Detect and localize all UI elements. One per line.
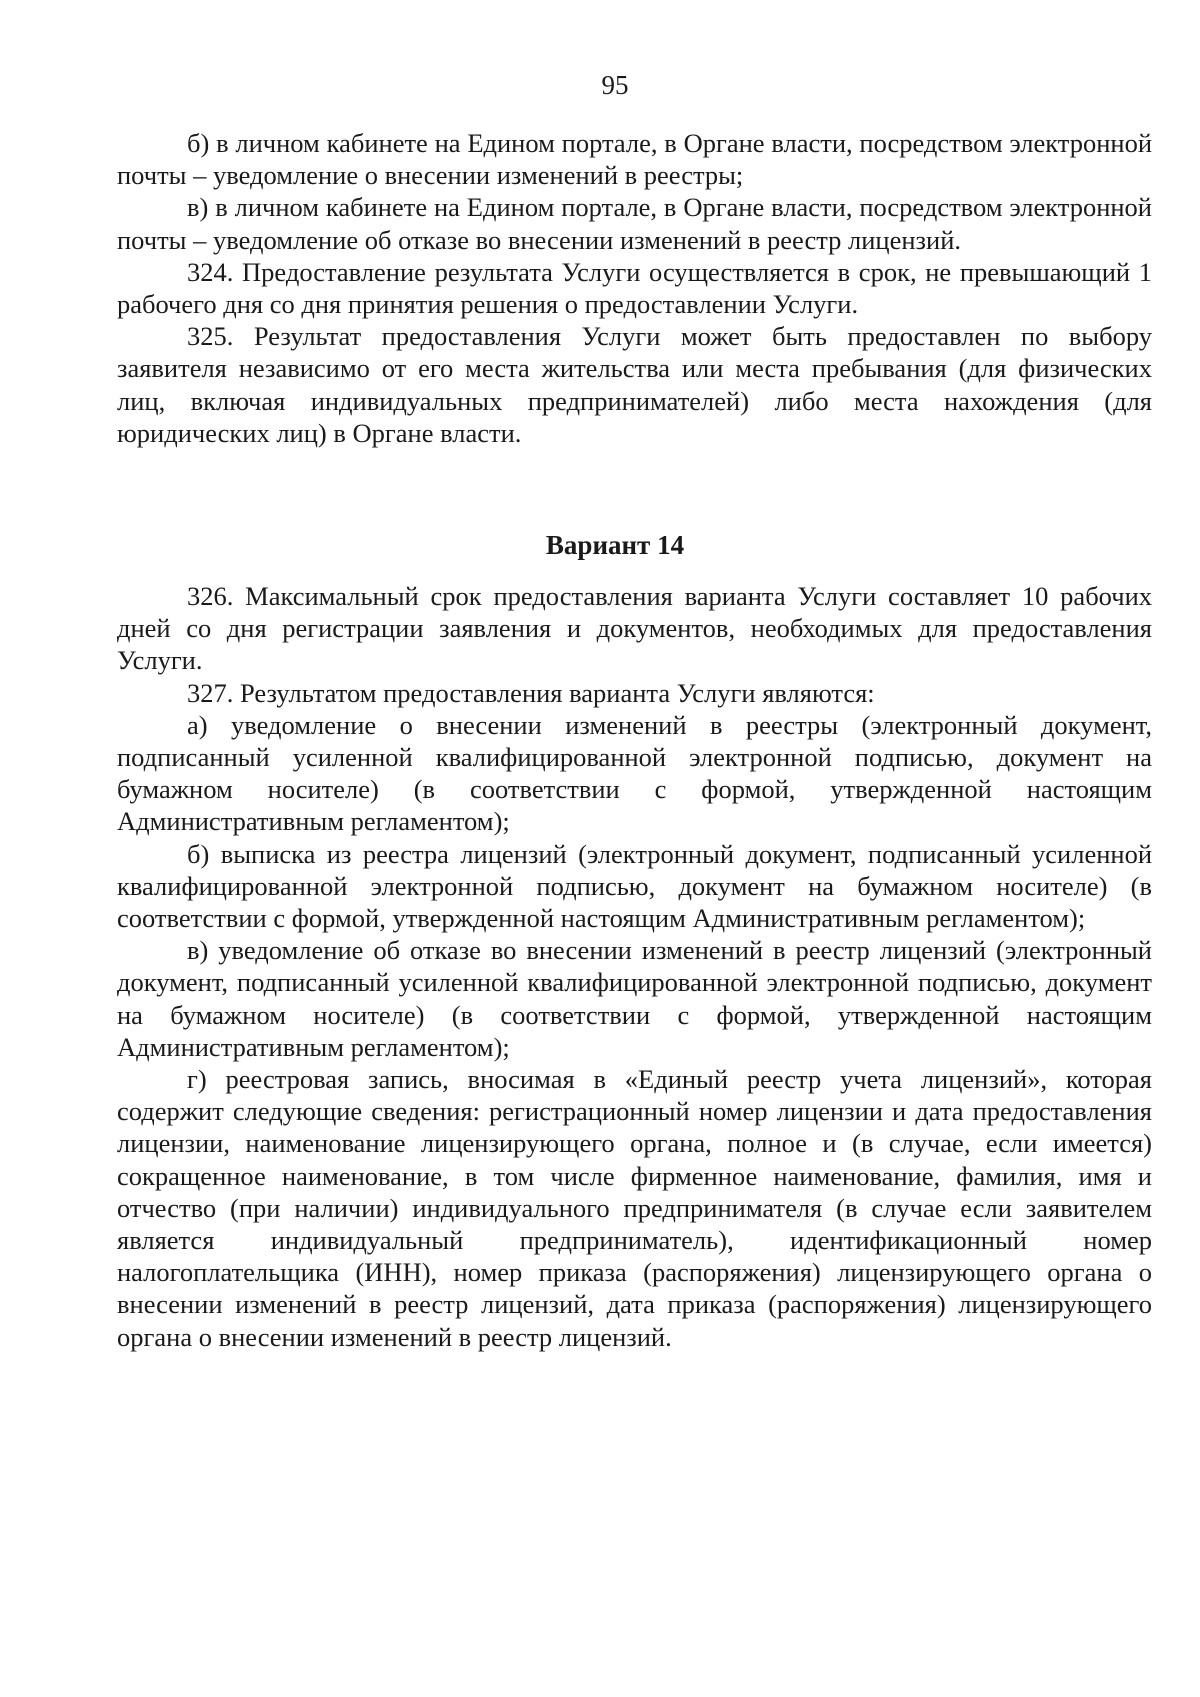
paragraph-325: 325. Результат предоставления Услуги может быть предоставлен по выбору заявителя независимо от его места жительства или места пребывания (для физических лиц, включая индивидуальных предпринимателей) либо места нахождения (для юридических лиц) в Органе власти. (117, 321, 1152, 448)
paragraph-g-registry-entry: г) реестровая запись, вносимая в «Единый реестр учета лицензий», которая содержит следующие сведения: регистрационный номер лицензии и дата предоставления лицензии, наименование лицензирующего органа, полное и (в случае, если имеется) сокращенное наименование, в том числе фирменное наименование, фамилия, имя и отчество (при наличии) индивидуального предпринимателя (в случае если заявителем является индивидуальный предприниматель), идентификационный номер налогоплательщика (ИНН), номер приказа (распоряжения) лицензирующего органа о внесении изменений в реестр лицензий, дата приказа (распоряжения) лицензирующего органа о внесении изменений в реестр лицензий. (117, 1064, 1152, 1352)
paragraph-b-cabinet-notice: б) в личном кабинете на Едином портале, в Органе власти, посредством электронной почты – уведомление о внесении изменений в реестры; (117, 128, 1152, 191)
page-number: 95 (601, 70, 629, 100)
section-one-text (117, 127, 1152, 449)
paragraph-a-notice: а) уведомление о внесении изменений в реестры (электронный документ, подписанный усиленной квалифицированной электронной подписью, документ на бумажном носителе) (в соответствии с формой, утвержденной настоящим Административным регламентом); (117, 709, 1152, 837)
paragraph-b-extract: б) выписка из реестра лицензий (электронный документ, подписанный усиленной квалифицированной электронной подписью, документ на бумажном носителе) (в соответствии с формой, утвержденной настоящим Административным регламентом); (117, 838, 1152, 934)
section-two-text (117, 580, 1152, 1353)
section-heading: Вариант 14 (545, 530, 685, 560)
paragraph-v-refusal: в) уведомление об отказе во внесении изменений в реестр лицензий (электронный документ, подписанный усиленной квалифицированной электронной подписью, документ на бумажном носителе) (в соответствии с формой, утвержденной настоящим Административным регламентом); (117, 935, 1152, 1062)
paragraph-324: 324. Предоставление результата Услуги осуществляется в срок, не превышающий 1 рабочего дня со дня принятия решения о предоставлении Услуги. (117, 256, 1152, 320)
paragraph-326: 326. Максимальный срок предоставления варианта Услуги составляет 10 рабочих дней со дня регистрации заявления и документов, необходимых для предоставления Услуги. (117, 581, 1152, 676)
paragraph-v-cabinet-refusal: в) в личном кабинете на Едином портале, в Органе власти, посредством электронной почты – уведомление об отказе во внесении изменений в реестр лицензий. (117, 192, 1152, 255)
paragraph-327: 327. Результатом предоставления варианта Услуги являются: (187, 677, 875, 708)
